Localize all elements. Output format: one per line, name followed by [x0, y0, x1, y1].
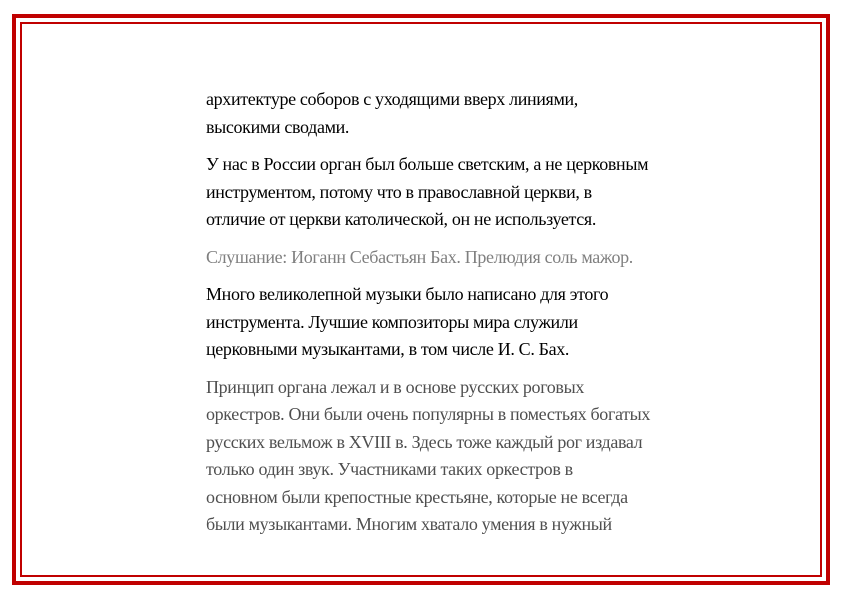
text-line: Слушание: Иоганн Себастьян Бах. Прелюдия соль мажор. [206, 246, 633, 267]
text-line: были музыкантами. Многим хватало умения в нужный [206, 514, 612, 534]
text-line: русских вельмож в XVIII в. Здесь тоже каждый рог издавал [206, 431, 643, 452]
text-line: высокими сводами. [206, 116, 350, 137]
text-line: инструмента. Лучшие композиторы мира служили [206, 311, 578, 332]
text-line: Много великолепной музыки было написано для этого [206, 284, 609, 304]
text-line: У нас в России орган был больше светским, а не церковным [206, 154, 649, 174]
slide-text-body [206, 86, 726, 549]
paragraph-horn-orchestras [206, 374, 726, 539]
paragraph-organ-music [206, 281, 726, 364]
paragraph-listening-note [206, 244, 726, 272]
text-line: отличие от церкви католической, он не используется. [206, 209, 596, 229]
text-line: инструментом, потому что в православной церкви, в [206, 181, 592, 202]
paragraph-organ-in-russia [206, 151, 726, 234]
text-line: оркестров. Они были очень популярны в поместьях богатых [206, 404, 651, 424]
text-line: Принцип органа лежал и в основе русских роговых [206, 376, 584, 397]
text-line: церковными музыкантами, в том числе И. С. Бах. [206, 339, 570, 359]
paragraph-cathedral-architecture [206, 86, 726, 141]
text-line: основном были крепостные крестьяне, которые не всегда [206, 486, 628, 507]
text-line: архитектуре соборов с уходящими вверх линиями, [206, 89, 578, 109]
text-line: только один звук. Участниками таких оркестров в [206, 459, 573, 479]
